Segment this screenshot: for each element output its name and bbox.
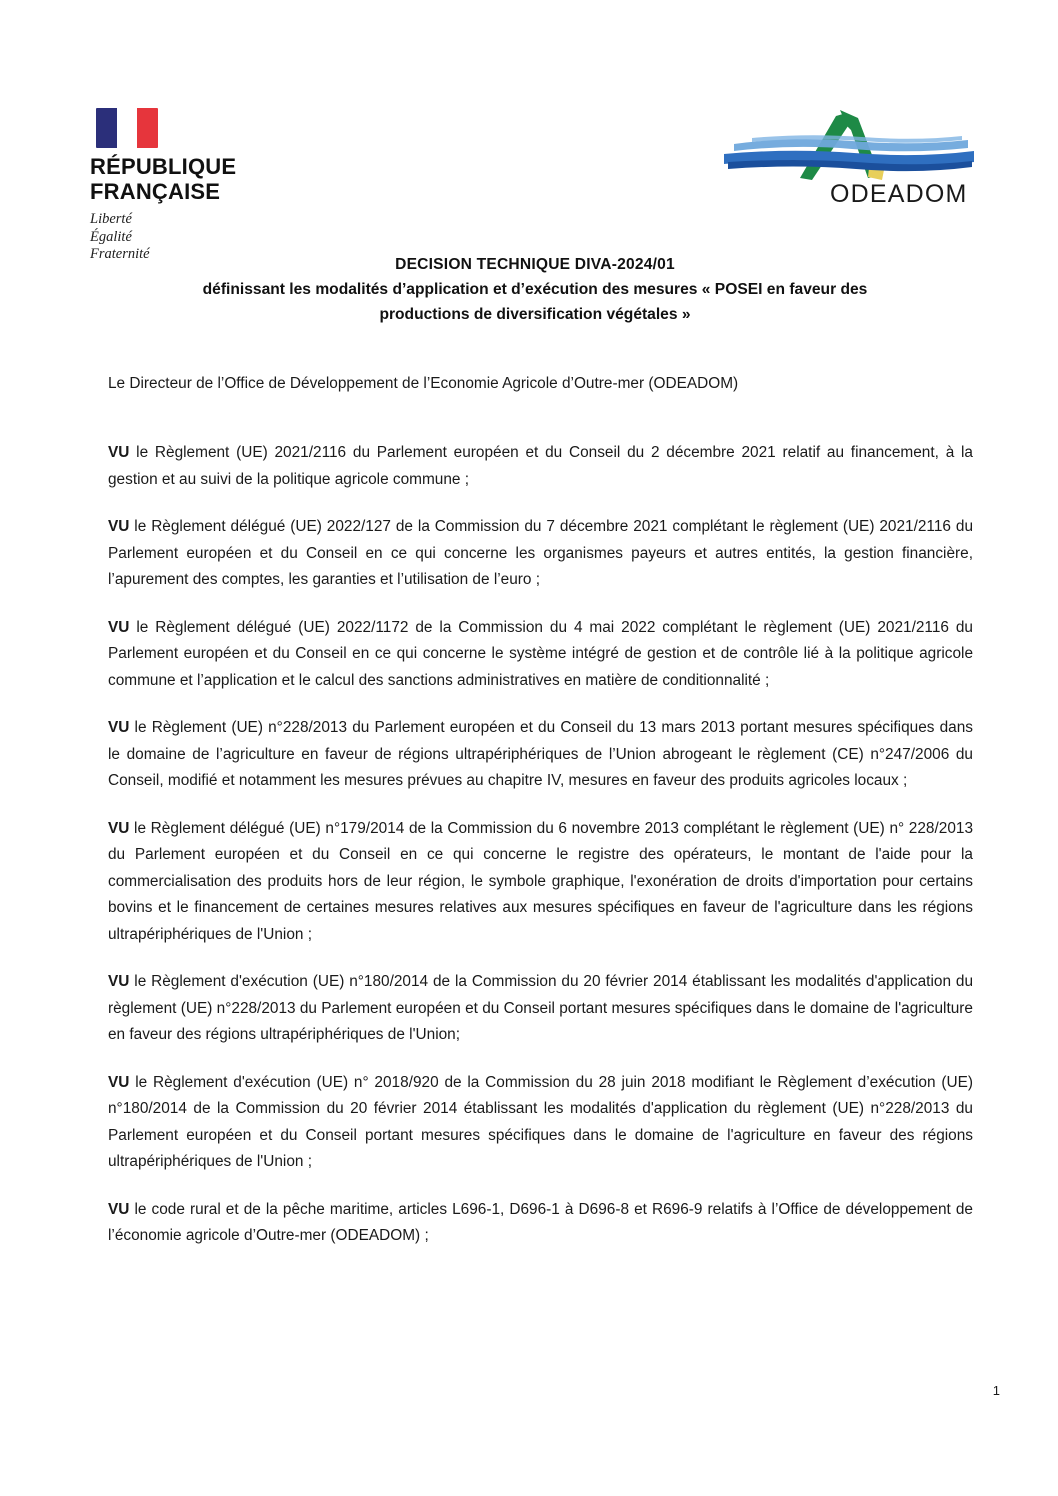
document-body — [108, 372, 973, 1271]
devise-egalite: Égalité — [90, 228, 132, 245]
clause-paragraph — [108, 816, 973, 949]
title-line-2: définissant les modalités d’application et d’exécution des mesures « POSEI en faveur des — [202, 281, 868, 298]
clause-prefix: VU — [108, 444, 130, 461]
clause-text: le Règlement d'exécution (UE) n° 2018/920 de la Commission du 28 juin 2018 modifiant le Règlement d’exécution (UE) n°180/2014 de la Commission du 20 février 2014 établissant les modalités d'application du règlement (UE) n°228/2013 du Parlement européen et du Conseil portant mesures spécifiques dans le domaine de l'agriculture en faveur des régions ultrapériphériques de l'Union ; — [108, 1073, 973, 1170]
clause-prefix: VU — [108, 618, 130, 636]
document-header — [0, 0, 1058, 262]
devise-fraternite: Fraternité — [90, 246, 150, 262]
title-line-3: productions de diversification végétales » — [379, 306, 691, 323]
clause-prefix: VU — [108, 819, 130, 837]
page-number: 1 — [992, 1383, 1000, 1398]
clause-paragraph — [108, 1070, 973, 1176]
francaise-label: FRANÇAISE — [90, 179, 221, 204]
clause-paragraph — [108, 440, 973, 493]
odeadom-logo — [712, 104, 980, 212]
republique-francaise-logo — [90, 108, 265, 264]
lead-paragraph: Le Directeur de l’Office de Développement de l’Economie Agricole d’Outre-mer (ODEADOM) — [108, 375, 739, 392]
clause-paragraph — [108, 1197, 973, 1250]
clause-text: le Règlement délégué (UE) 2022/127 de la Commission du 7 décembre 2021 complétant le règlement (UE) 2021/2116 du Parlement européen et du Conseil en ce qui concerne les organismes payeurs et autres entités, la gestion financière, l’apurement des comptes, les garanties et l’utilisation de l’euro ; — [108, 518, 973, 588]
flag-band-blue — [96, 108, 117, 148]
clause-prefix: VU — [108, 973, 130, 990]
clause-text: le Règlement d'exécution (UE) n°180/2014 de la Commission du 20 février 2014 établissant les modalités d'application du règlement (UE) n°228/2013 du Parlement européen et du Conseil portant mesures spécifiques dans le domaine de l'agriculture en faveur des régions ultrapériphériques de l'Union; — [108, 973, 973, 1043]
clause-paragraph — [108, 615, 973, 695]
title-line-1: DECISION TECHNIQUE DIVA-2024/01 — [395, 256, 675, 273]
devise-liberte: Liberté — [90, 211, 132, 227]
clause-text: le Règlement (UE) 2021/2116 du Parlement européen et du Conseil du 2 décembre 2021 relatif au financement, à la gestion et au suivi de la politique agricole commune ; — [108, 444, 973, 488]
flag-band-white — [117, 108, 138, 148]
document-title — [140, 252, 930, 327]
clause-prefix: VU — [108, 1200, 130, 1218]
clause-prefix: VU — [108, 1073, 130, 1091]
french-flag-icon — [96, 108, 158, 148]
clause-prefix: VU — [108, 518, 130, 535]
odeadom-emblem-icon — [712, 104, 980, 182]
flag-band-red — [137, 108, 158, 148]
clause-text: le Règlement délégué (UE) n°179/2014 de la Commission du 6 novembre 2013 complétant le règlement (UE) n° 228/2013 du Parlement européen et du Conseil en ce qui concerne le registre des opérateurs, le montant de l'aide pour la commercialisation des produits hors de leur région, le symbole graphique, l'exonération de droits d'importation pour certains bovins et le financement de certaines mesures relatives aux mesures spécifiques en faveur de l'agriculture dans les régions ultrapériphériques de l'Union ; — [108, 819, 973, 943]
clause-paragraph — [108, 969, 973, 1049]
clause-text: le Règlement délégué (UE) 2022/1172 de la Commission du 4 mai 2022 complétant le règlement (UE) 2021/2116 du Parlement européen et du Conseil en ce qui concerne le système intégré de gestion et de contrôle lié à la politique agricole commune et l’application et le calcul des sanctions administratives en matière de conditionnalité ; — [108, 618, 973, 689]
odeadom-wordmark: ODEADOM — [830, 180, 968, 208]
republique-label: RÉPUBLIQUE — [90, 154, 237, 179]
clause-prefix: VU — [108, 719, 130, 736]
clause-text: le Règlement (UE) n°228/2013 du Parlement européen et du Conseil du 13 mars 2013 portant mesures spécifiques dans le domaine de l’agriculture en faveur de régions ultrapériphériques de l’Union abrogeant le règlement (CE) n°247/2006 du Conseil, modifié et notamment les mesures prévues au chapitre IV, mesures en faveur des produits agricoles locaux ; — [108, 719, 973, 789]
clause-text: le code rural et de la pêche maritime, articles L696-1, D696-1 à D696-8 et R696-9 relatifs à l’Office de développement de l’économie agricole d’Outre-mer (ODEADOM) ; — [108, 1200, 973, 1244]
clause-paragraph — [108, 514, 973, 594]
clause-paragraph — [108, 715, 973, 795]
